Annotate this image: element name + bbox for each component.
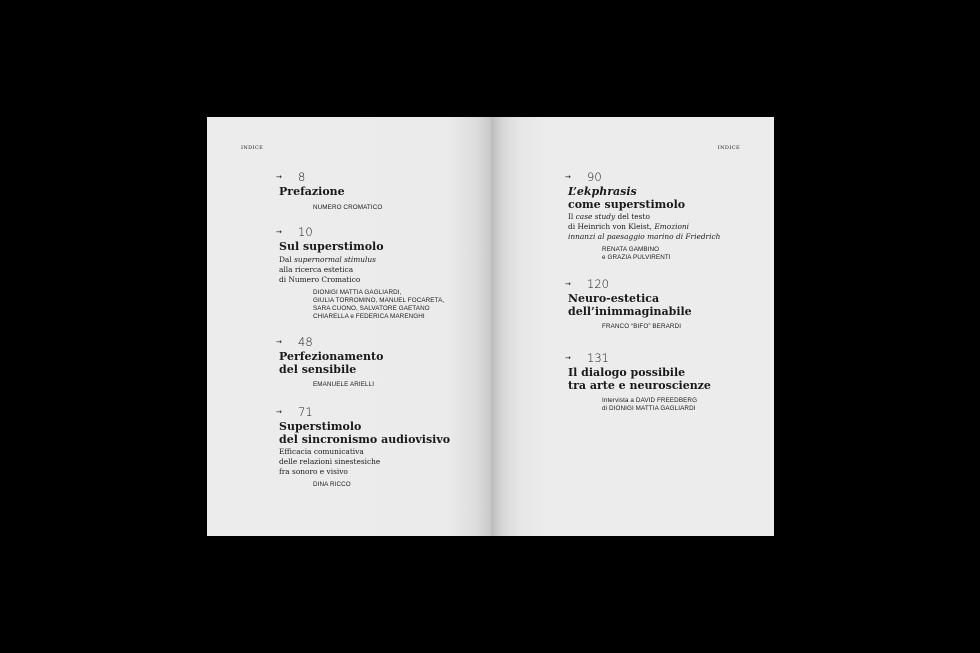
page-number: 90 (587, 170, 602, 184)
toc-entry[interactable] (276, 405, 451, 489)
entry-author: NUMERO CROMATICO (313, 203, 383, 211)
entry-subtitle: di Numero Cromatico (279, 274, 361, 284)
page-number: 48 (298, 335, 313, 349)
entry-subtitle: fra sonoro e visivo (279, 467, 348, 476)
entry-title: Il dialogo possibile (568, 366, 686, 379)
arrow-icon: → (565, 173, 571, 181)
page-number: 120 (587, 277, 609, 291)
entry-title: del sincronismo audiovisivo (279, 432, 451, 446)
arrow-icon: → (276, 338, 282, 346)
entry-authors: DIONIGI MATTIA GAGLIARDI, GIULIA TORROMINO, MANUEL FOCARETA, SARA CUONO, SALVATORE GAETANO CHIARELLA e FEDERICA MARENGHI (313, 288, 445, 321)
entry-subtitle: Efficacia comunicativa (279, 447, 364, 456)
arrow-icon: → (276, 408, 282, 416)
toc-entry[interactable] (565, 277, 692, 331)
page-header: INDICE (717, 145, 740, 151)
entry-title: come superstimolo (568, 197, 686, 211)
entry-authors: RENATA GAMBINO e GRAZIA PULVIRENTI (602, 246, 671, 262)
arrow-icon: → (276, 228, 282, 236)
entry-title: tra arte e neuroscienze (568, 378, 711, 392)
page-header: INDICE (241, 145, 264, 151)
entry-subtitle: di Heinrich von Kleist, Emozioni (568, 222, 690, 231)
entry-subtitle: Dal supernormal stimulus (279, 254, 376, 264)
entry-title: Neuro-estetica (568, 292, 660, 305)
entry-title: L’ekphrasis (568, 185, 637, 198)
left-page (207, 117, 491, 536)
toc-entry[interactable] (565, 351, 711, 413)
entry-author: EMANUELE ARIELLI (313, 381, 375, 388)
toc-entry[interactable] (565, 170, 721, 262)
toc-entry[interactable] (276, 170, 383, 212)
entry-authors: Intervista a DAVID FREEDBERG di DIONIGI MATTIA GAGLIARDI (602, 397, 698, 413)
arrow-icon: → (565, 280, 571, 288)
page-number: 8 (298, 170, 306, 184)
arrow-icon: → (565, 354, 571, 362)
page-number: 10 (298, 225, 313, 239)
entry-title: Superstimolo (279, 420, 362, 433)
entry-author: DINA RICCO (313, 481, 351, 488)
entry-subtitle: alla ricerca estetica (279, 264, 354, 274)
entry-subtitle: delle relazioni sinestesiche (279, 457, 381, 466)
entry-title: Prefazione (279, 185, 345, 198)
entry-title: Sul superstimolo (279, 240, 384, 253)
toc-entry[interactable] (276, 335, 384, 389)
arrow-icon: → (276, 173, 282, 181)
entry-title: dell’inimmaginabile (568, 304, 692, 318)
entry-title: del sensibile (279, 362, 357, 376)
right-page (491, 117, 774, 536)
entry-subtitle: Il case study del testo (568, 212, 650, 221)
page-number: 71 (298, 405, 313, 419)
entry-author: FRANCO “BIFO” BERARDI (602, 323, 682, 330)
entry-title: Perfezionamento (279, 350, 384, 363)
entry-subtitle: innanzi al paesaggio marino di Friedrich (568, 232, 721, 241)
page-number: 131 (587, 351, 609, 365)
toc-entry[interactable] (276, 225, 445, 321)
